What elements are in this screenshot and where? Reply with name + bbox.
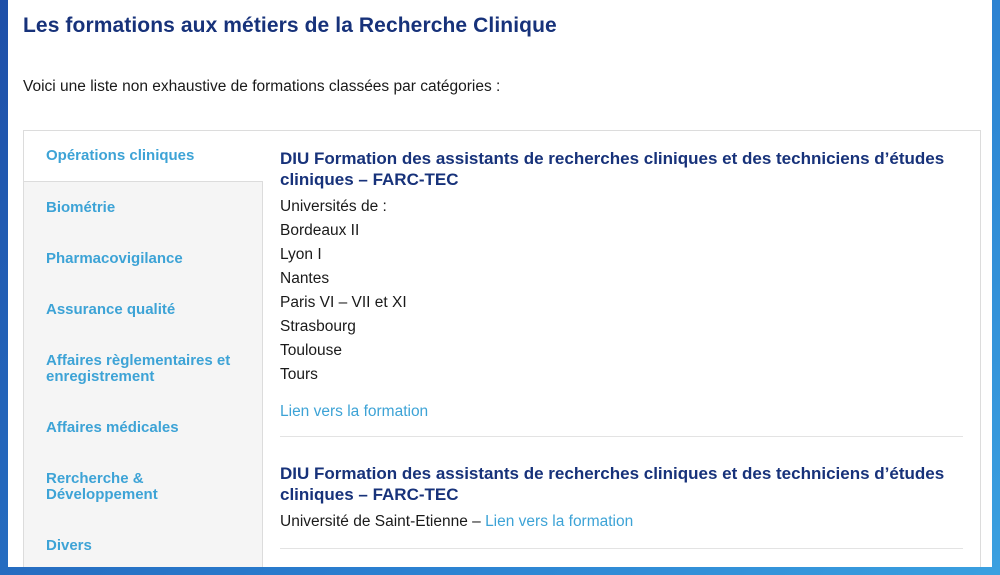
formation-link[interactable]: Lien vers la formation [485,513,634,530]
formation-title: DIU Formation des assistants de recherches cliniques et des techniciens d’études cliniques – FARC-TEC [280,464,945,504]
page-title: Les formations aux métiers de la Recherche Clinique [23,14,557,37]
tab-divers[interactable]: Divers [46,537,92,554]
tab-list [24,131,263,567]
university-name: Université de Saint-Etienne – [280,513,486,530]
university-item: Lyon I [280,246,322,263]
tab-affaires-medicales[interactable]: Affaires médicales [46,419,179,436]
formation-entry [280,437,963,534]
formation-entry [280,131,963,423]
universities-list [280,195,963,387]
university-item: Strasbourg [280,318,356,335]
intro-text: Voici une liste non exhaustive de formations classées par catégories : [23,78,501,95]
tab-panel [280,131,963,549]
universities-heading: Universités de : [280,198,387,215]
formation-link[interactable]: Lien vers la formation [280,403,429,420]
formation-title: DIU Formation des assistants de recherches cliniques et des techniciens d’études cliniques – FARC-TEC [280,149,945,189]
page-frame [8,0,992,567]
tab-recherche-developpement[interactable]: Rercherche & Développement [46,470,158,503]
tab-operations-cliniques[interactable]: Opérations cliniques [24,131,263,182]
tab-pharmacovigilance[interactable]: Pharmacovigilance [46,250,183,267]
category-tabs [23,130,981,567]
university-item: Bordeaux II [280,222,360,239]
formation-details [280,510,963,534]
university-item: Nantes [280,270,330,287]
university-item: Toulouse [280,342,343,359]
divider [280,548,963,549]
university-item: Paris VI – VII et XI [280,294,407,311]
tab-biometrie[interactable]: Biométrie [46,199,116,216]
university-item: Tours [280,366,318,383]
tab-assurance-qualite[interactable]: Assurance qualité [46,301,176,318]
tab-affaires-reglementaires[interactable]: Affaires règlementaires et enregistrement [46,352,231,385]
